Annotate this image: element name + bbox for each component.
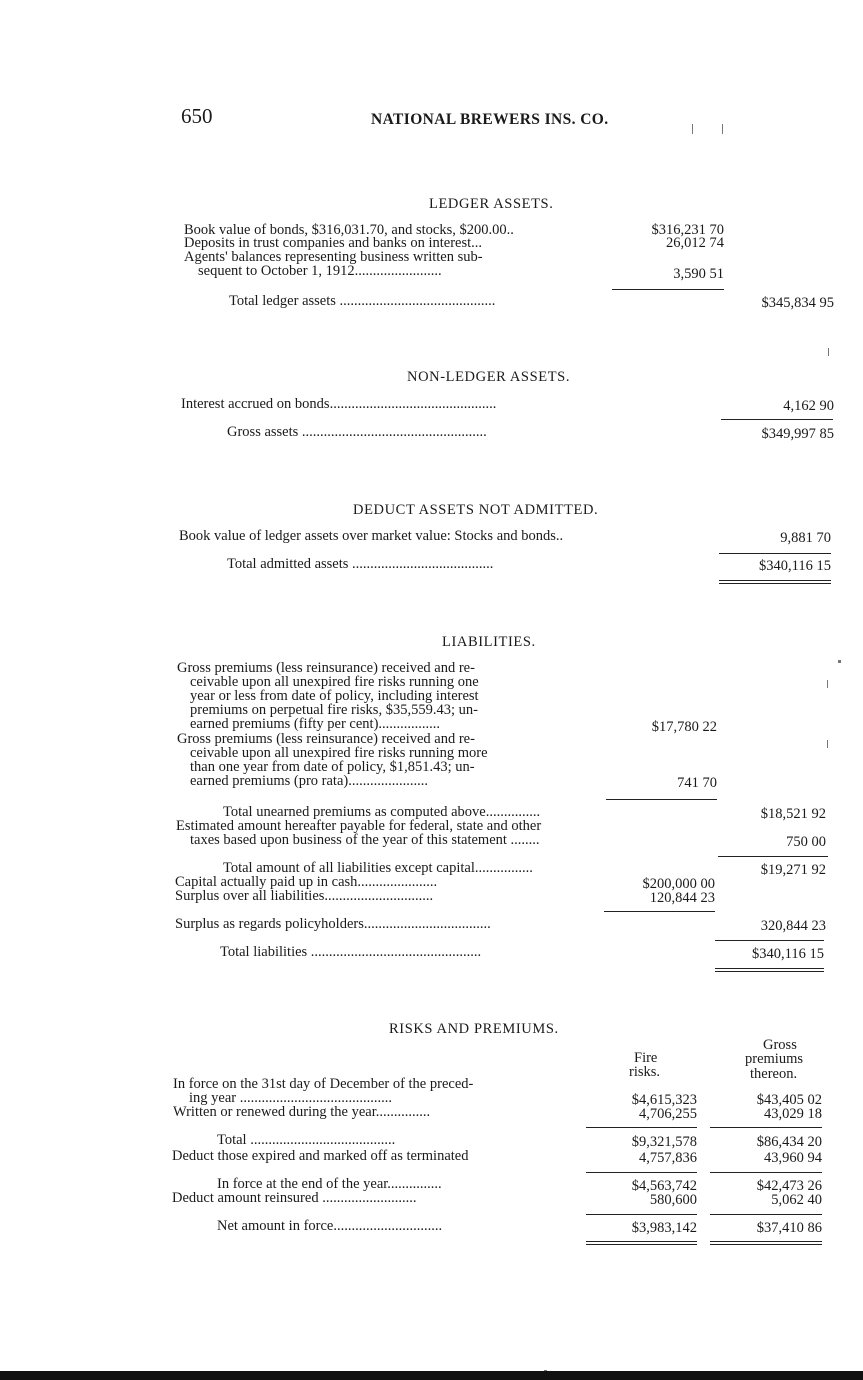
total-admitted-assets-amount: $340,116 15 [759,558,831,574]
total-admitted-assets-label: Total admitted assets ....................................... [227,556,494,572]
nonledger-rule [721,419,833,420]
admitted-double-rule [719,580,831,584]
gross-premiums-1-line-1: Gross premiums (less reinsurance) received and re- [177,660,475,676]
capital-paid-label: Capital actually paid up in cash...................... [175,874,438,890]
total-liabilities-except-capital-amount: $19,271 92 [760,862,826,878]
risks-rule-3a [586,1214,697,1215]
total-liabilities-except-capital-label: Total amount of all liabilities except capital................ [223,860,533,876]
total-risks-fire: $9,321,578 [631,1134,697,1150]
net-double-rule-premiums [710,1241,822,1245]
gross-premiums-2-line-2: ceivable upon all unexpired fire risks running more [190,745,488,761]
net-in-force-label: Net amount in force.............................. [217,1218,443,1234]
total-unearned-premiums-amount: $18,521 92 [760,806,826,822]
in-force-prev-label-2: ing year .......................................... [189,1090,392,1106]
deduct-rule [719,553,831,554]
gross-assets-label: Gross assets ................................................... [227,424,487,440]
written-renewed-fire: 4,706,255 [639,1106,697,1122]
surplus-rule [604,911,715,912]
ledger-line-bonds-amount: $316,231 70 [651,222,724,238]
interest-accrued-label: Interest accrued on bonds.............................................. [181,396,497,412]
ledger-line-deposits-amount: 26,012 74 [666,235,724,251]
total-risks-premiums: $86,434 20 [756,1134,822,1150]
total-unearned-premiums-label: Total unearned premiums as computed above............... [223,804,541,820]
taxes-rule [718,856,828,857]
page-number: 650 [181,104,213,128]
total-ledger-assets-label: Total ledger assets ........................................... [229,293,496,309]
col-fire-head-2: risks. [629,1064,661,1080]
ledger-assets-heading: LEDGER ASSETS. [429,196,554,212]
gross-premiums-2-line-4: earned premiums (pro rata)...................... [190,773,428,789]
in-force-end-premiums: $42,473 26 [756,1178,822,1194]
interest-accrued-amount: 4,162 90 [783,398,834,414]
risks-rule-1a [586,1127,697,1128]
running-head: NATIONAL BREWERS INS. CO. [371,111,609,128]
scan-speck [827,740,828,748]
scan-speck [722,124,723,134]
capital-paid-amount: $200,000 00 [642,876,715,892]
reinsured-label: Deduct amount reinsured .......................... [172,1190,417,1206]
net-double-rule-fire [586,1241,697,1245]
reinsured-premiums: 5,062 40 [771,1192,822,1208]
total-risks-label: Total ........................................ [217,1132,396,1148]
written-renewed-premiums: 43,029 18 [764,1106,822,1122]
estimated-taxes-line-1: Estimated amount hereafter payable for federal, state and other [176,818,542,834]
estimated-taxes-amount: 750 00 [786,834,826,850]
reinsured-fire: 580,600 [649,1192,697,1208]
ledger-line-agents-amount: 3,590 51 [673,266,724,282]
scan-bottom-edge [0,1371,863,1380]
in-force-end-fire: $4,563,742 [631,1178,697,1194]
expired-terminated-label: Deduct those expired and marked off as terminated [172,1148,469,1164]
expired-terminated-premiums: 43,960 94 [764,1150,822,1166]
total-liabilities-amount: $340,116 15 [752,946,824,962]
scan-speck [692,124,693,134]
risks-premiums-heading: RISKS AND PREMIUMS. [389,1021,559,1037]
liabilities-double-rule [715,968,824,972]
in-force-prev-label-1: In force on the 31st day of December of the preced- [173,1076,474,1092]
gross-premiums-1-line-5: earned premiums (fifty per cent)................. [190,716,441,732]
surplus-policyholders-label: Surplus as regards policyholders................................... [175,916,491,932]
book-value-over-market-label: Book value of ledger assets over market value: Stocks and bonds.. [179,528,564,544]
ledger-subtotal-rule [612,289,724,290]
gross-premiums-1-line-2: ceivable upon all unexpired fire risks running one [190,674,479,690]
risks-rule-1b [710,1127,822,1128]
net-in-force-premiums: $37,410 86 [756,1220,822,1236]
deduct-assets-heading: DEDUCT ASSETS NOT ADMITTED. [353,502,599,518]
scan-speck [838,660,841,663]
gross-premiums-1-amount: $17,780 22 [651,719,717,735]
surplus-policyholders-amount: 320,844 23 [760,918,826,934]
in-force-prev-premiums: $43,405 02 [756,1092,822,1108]
estimated-taxes-line-2: taxes based upon business of the year of this statement ........ [190,832,540,848]
total-liabilities-label: Total liabilities ............................................... [220,944,482,960]
surplus-over-liabilities-amount: 120,844 23 [649,890,715,906]
in-force-prev-fire: $4,615,323 [631,1092,697,1108]
total-ledger-assets-amount: $345,834 95 [761,295,834,311]
col-gross-head-2: premiums [745,1051,803,1067]
premiums-subtotal-rule [606,799,717,800]
ledger-line-agents: Agents' balances representing business written sub- [184,249,483,265]
written-renewed-label: Written or renewed during the year............... [173,1104,431,1120]
gross-assets-amount: $349,997 85 [761,426,834,442]
policyholders-rule [715,940,824,941]
gross-premiums-2-line-3: than one year from date of policy, $1,851.43; un- [190,759,475,775]
non-ledger-assets-heading: NON-LEDGER ASSETS. [407,369,571,385]
gross-premiums-2-line-1: Gross premiums (less reinsurance) received and re- [177,731,475,747]
gross-premiums-2-amount: 741 70 [677,775,717,791]
risks-rule-2b [710,1172,822,1173]
book-value-over-market-amount: 9,881 70 [780,530,831,546]
risks-rule-3b [710,1214,822,1215]
surplus-over-liabilities-label: Surplus over all liabilities.............................. [175,888,434,904]
expired-terminated-fire: 4,757,836 [639,1150,697,1166]
gross-premiums-1-line-4: premiums on perpetual fire risks, $35,559.43; un- [190,702,478,718]
gross-premiums-1-line-3: year or less from date of policy, including interest [190,688,479,704]
risks-rule-2a [586,1172,697,1173]
ledger-line-agents-cont: sequent to October 1, 1912........................ [198,263,442,279]
scan-speck [828,348,829,356]
col-gross-head-1: Gross [763,1037,797,1053]
ledger-line-deposits: Deposits in trust companies and banks on interest... [184,235,483,251]
in-force-end-label: In force at the end of the year............... [217,1176,442,1192]
net-in-force-fire: $3,983,142 [631,1220,697,1236]
scan-speck [827,680,828,688]
col-gross-head-3: thereon. [750,1066,798,1082]
ledger-line-bonds: Book value of bonds, $316,031.70, and stocks, $200.00.. [184,222,514,238]
liabilities-heading: LIABILITIES. [442,634,536,650]
col-fire-head-1: Fire [634,1050,658,1066]
